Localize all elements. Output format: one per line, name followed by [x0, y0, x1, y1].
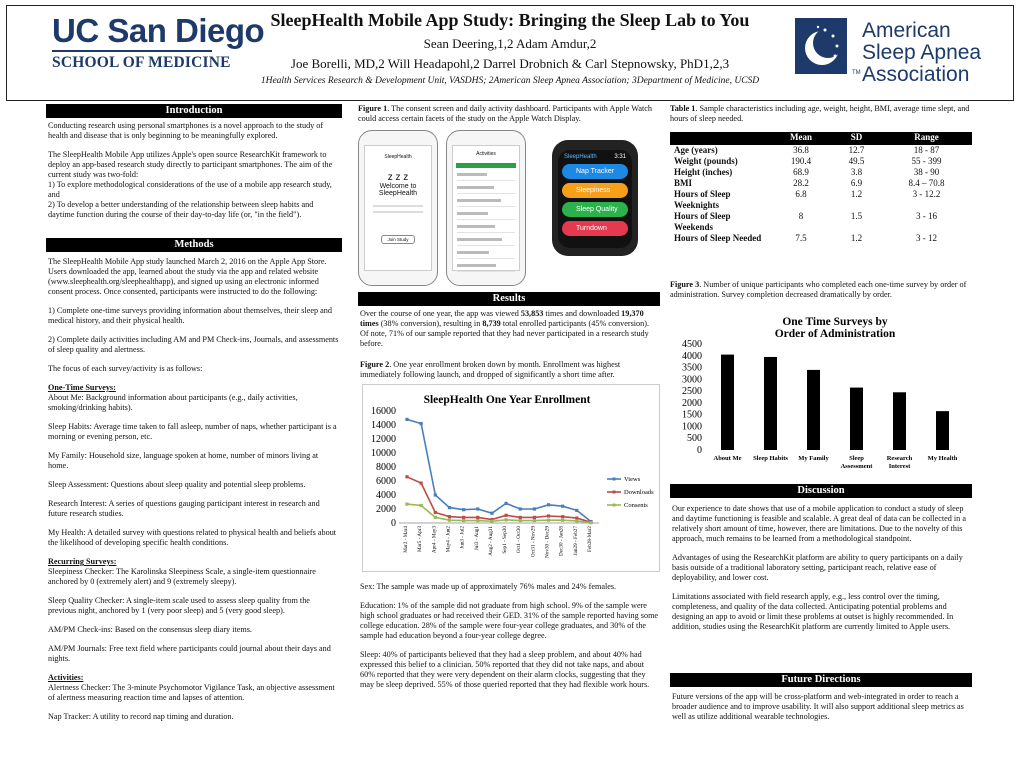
activity-row: [457, 199, 515, 207]
phone2-banner: [456, 163, 516, 168]
x-tick-label: Sep1 - Sep30: [502, 526, 509, 554]
data-point: [504, 502, 507, 505]
table-cell-label: Age (years): [674, 145, 718, 155]
data-point: [519, 516, 522, 519]
x-tick-label: Sleep: [849, 455, 864, 462]
asaa-line3: Association: [862, 63, 970, 86]
y-tick-label: 4000: [682, 350, 702, 362]
figure1-label: Figure 1: [358, 104, 388, 113]
authors-line1: Sean Deering,1,2 Adam Amdur,2: [423, 36, 597, 51]
table-cell-mean: 36.8: [793, 145, 809, 155]
figure2-caption-text: . One year enrollment broken down by month. Enrollment was highest immediately following launch, and dropped of significantly a short time after.: [360, 360, 621, 379]
data-point: [575, 517, 578, 520]
data-point: [490, 520, 493, 523]
table-cell-range: 3 - 12.2: [912, 189, 941, 199]
legend-marker: [613, 504, 616, 507]
x-tick-label: My Health: [927, 455, 958, 462]
chart-title: One Time Surveys by Order of Administration: [774, 316, 896, 340]
poster-title: SleepHealth Mobile App Study: Bringing the Sleep Lab to You: [270, 10, 750, 30]
phone-screen: [452, 145, 520, 271]
table-header-row: [670, 132, 972, 145]
table-cell-label: Hours of Sleep Weekends: [674, 211, 731, 232]
surveys-chart: [672, 310, 972, 476]
survey-item: AM/PM Journals: Free text field where participants could journal about their days and nights.: [48, 644, 331, 663]
bar: [764, 357, 777, 450]
data-point: [448, 506, 451, 509]
table-row: [670, 189, 972, 211]
data-point: [533, 507, 536, 510]
x-tick-label: Nov30 - Dec29: [544, 526, 551, 558]
table-cell-label: Height (inches): [674, 167, 733, 177]
table-cell-mean: 68.9: [793, 167, 809, 177]
sleep-paragraph: Sleep: 40% of participants believed that they had a sleep problem, and about 40% had expressed this belief to a clinician. 50% reported that they did not take naps, and about 60% reported that they were very dependent on their alarm clocks, suggesting that they may be sleep deprived. 55% of those queried reported that they had flexible work hours.: [360, 650, 650, 689]
data-point: [434, 493, 437, 496]
results-text: (38% conversion), resulting in: [378, 319, 483, 328]
y-tick-label: 0: [697, 445, 702, 456]
data-point: [420, 504, 423, 507]
discussion-heading: Discussion: [670, 484, 972, 498]
x-tick-label: May4 - Jun2: [445, 526, 452, 553]
table-cell-range: 55 - 399: [911, 156, 942, 166]
authors-line2: Joe Borelli, MD,2 Will Headapohl,2 Darrel Drobnich & Carl Stepnowsky, PhD1,2,3: [290, 56, 730, 71]
table1: [670, 132, 972, 244]
sample-characteristics-table: [670, 132, 972, 244]
y-tick-label: 1000: [682, 421, 702, 433]
table-row: [670, 156, 972, 167]
y-tick-label: 4500: [682, 339, 702, 350]
enrollment-chart-svg: [363, 385, 659, 571]
phone1-brand: SleepHealth: [384, 154, 412, 160]
future-directions-heading: Future Directions: [670, 673, 972, 687]
data-point: [448, 515, 451, 518]
data-point: [476, 519, 479, 522]
activity-row: [457, 173, 515, 181]
table-row: [670, 233, 972, 244]
data-point: [462, 519, 465, 522]
survey-item: AM/PM Check-ins: Based on the consensus sleep diary items.: [48, 625, 252, 634]
y-tick-label: 16000: [371, 406, 396, 417]
phone2-activity-list: [453, 173, 519, 272]
x-tick-label: Research: [886, 455, 913, 462]
watch-time: 3:31: [614, 154, 626, 160]
x-tick-label: Apr4 - May3: [431, 526, 438, 554]
y-tick-label: 8000: [376, 462, 396, 473]
table-cell-sd: 3.8: [850, 167, 863, 177]
bar: [721, 355, 734, 450]
table-cell-mean: 28.2: [793, 178, 809, 188]
x-tick-label: Mar5 - Apr3: [417, 526, 424, 552]
future-directions-text: Future versions of the app will be cross-platform and web-integrated in order to reach a broader audience and to improve usability. It will also support additional sleep metrics as well as utilize additional wearable technologies.: [672, 692, 964, 721]
watch-sleep-quality-button[interactable]: Sleep Quality: [562, 202, 628, 217]
introduction-heading: Introduction: [46, 104, 342, 118]
table-header-blank: [670, 132, 770, 145]
data-point: [434, 511, 437, 514]
activity-item: Alertness Checker: The 3-minute Psychomotor Vigilance Task, an objective assessment of alertness measuring reaction time and lapses of attention.: [48, 683, 335, 702]
survey-item: Sleep Habits: Average time taken to fall asleep, number of naps, whether participant is a morning or evening person, etc.: [48, 422, 337, 441]
watch-sleepiness-button[interactable]: Sleepiness: [562, 183, 628, 198]
methods-heading: Methods: [46, 238, 342, 252]
data-point: [519, 507, 522, 510]
enrollment-chart: [362, 384, 660, 572]
x-tick-label: Jan29 - Feb27: [572, 526, 579, 556]
data-point: [405, 475, 408, 478]
table-cell-sd: 1.2: [850, 233, 863, 243]
figure3-label: Figure 3: [670, 280, 700, 289]
phone1-welcome-name: SleepHealth: [378, 190, 418, 197]
methods-paragraph: The focus of each survey/activity is as follows:: [48, 364, 203, 373]
data-point: [420, 482, 423, 485]
table-row: [670, 167, 972, 178]
phone-screen: [364, 145, 432, 271]
education-paragraph: Education: 1% of the sample did not graduate from high school. 9% of the sample were high school graduates or had received their GED. 31% of the sample reported having some college education. 28% of the sample were four-year college graduates, and 30% of the sample had education beyond a four-year college degree.: [360, 601, 659, 640]
y-tick-label: 2500: [682, 386, 702, 398]
surveys-chart-svg: [672, 310, 972, 476]
data-point: [476, 516, 479, 519]
table-cell-label: Weight (pounds): [674, 156, 738, 166]
table-header-cell: Range: [881, 132, 972, 145]
table-cell-sd: 6.9: [850, 178, 863, 188]
x-tick-label: Interest: [888, 463, 911, 470]
x-tick-label: About Me: [713, 455, 742, 462]
table-cell-mean: 190.4: [790, 156, 812, 166]
discussion-paragraph: Our experience to date shows that use of a mobile application to conduct a study of sleep and daytime functioning is feasible and scalable. A great deal of data can be collected in a relatively short amount of time, however, there are limitations. Due to the novelty of this approach, much remains to be learned from a methodological standpoint.: [672, 504, 966, 543]
discussion-text: [672, 504, 970, 641]
data-point: [462, 508, 465, 511]
survey-item: My Health: A detailed survey with questions related to physical health and beliefs about the likelihood of developing specific health conditions.: [48, 528, 337, 547]
phone2-header: Activities: [476, 151, 496, 157]
x-tick-label: Feb28-Mar2: [587, 526, 593, 552]
data-point: [476, 507, 479, 510]
data-point: [547, 519, 550, 522]
results-text: total enrolled participants (45% conversion). Of note, 71% of our sample reported that they had never participated in a research study before.: [360, 319, 650, 348]
survey-item: Sleep Quality Checker: A single-item scale used to assess sleep quality from the previous night, anchored by 1 (very poor sleep) and 5 (very good sleep).: [48, 596, 310, 615]
asaa-line1: American: [862, 19, 951, 42]
activity-row: [457, 251, 515, 259]
y-tick-label: 1500: [682, 409, 702, 421]
table-cell-range: 38 - 90: [913, 167, 940, 177]
activity-row: [457, 225, 515, 233]
y-tick-label: 0: [391, 518, 396, 529]
y-tick-label: 12000: [371, 434, 396, 445]
watch-turndown-button[interactable]: Turndown: [562, 221, 628, 236]
data-point: [462, 516, 465, 519]
results-text: Over the course of one year, the app was viewed: [360, 309, 521, 318]
ucsd-logo-rule: [52, 50, 212, 52]
table-cell-sd: 49.5: [848, 156, 865, 166]
table-cell-range: 18 - 87: [913, 145, 940, 155]
table-cell-mean: 8: [798, 211, 804, 221]
enrolled-count: 8,739: [482, 319, 501, 328]
intro-aim: 1) To explore methodological considerations of the use of a mobile app research study, and: [48, 180, 332, 199]
y-tick-label: 500: [687, 433, 702, 445]
table-header-cell: SD: [832, 132, 881, 145]
watch-app-name: SleepHealth: [564, 154, 597, 160]
data-point: [405, 503, 408, 506]
survey-item: Sleepiness Checker: The Karolinska Sleepiness Scale, a single-item questionnaire anchored by 0 (extremely alert) and 9 (extremely sleepy).: [48, 567, 316, 586]
y-tick-label: 2000: [682, 397, 702, 409]
x-tick-label: Assessment: [840, 463, 873, 470]
table-cell-range: 8.4 – 70.8: [908, 178, 945, 188]
methods-item: 1) Complete one-time surveys providing information about themselves, their sleep and medical history, and their physical health.: [48, 306, 332, 325]
chart-title: SleepHealth One Year Enrollment: [423, 394, 591, 406]
data-point: [561, 505, 564, 508]
data-point: [547, 514, 550, 517]
activity-row: [457, 212, 515, 220]
table-cell-range: 3 - 12: [916, 233, 938, 243]
legend-marker: [613, 491, 616, 494]
figure3-caption: [670, 280, 972, 300]
results-paragraph: [360, 309, 658, 349]
survey-item: My Family: Household size, language spoken at home, number of minors living at home.: [48, 451, 319, 470]
recurring-surveys-heading: Recurring Surveys:: [48, 557, 117, 566]
data-point: [519, 519, 522, 522]
data-point: [533, 519, 536, 522]
data-point: [504, 518, 507, 521]
intro-paragraph: The SleepHealth Mobile App utilizes Apple's open source ResearchKit framework to deploy an app-based research study directly to participant smartphones. The aim of the current study was two-fold:: [48, 150, 333, 179]
one-time-surveys-heading: One-Time Surveys:: [48, 383, 116, 392]
legend-label: Downloads: [624, 489, 654, 496]
data-point: [575, 509, 578, 512]
data-point: [589, 521, 592, 524]
table-cell-sd: 12.7: [848, 145, 865, 155]
y-tick-label: 4000: [376, 490, 396, 501]
figure1-caption-text: . The consent screen and daily activity dashboard. Participants with Apple Watch could access certain facets of the study on the Apple Watch Display.: [358, 104, 653, 123]
x-tick-label: Oct31 - Nov29: [530, 526, 537, 558]
survey-item: About Me: Background information about participants (e.g., daily activities, smoking/drinking habits).: [48, 393, 298, 412]
x-tick-label: Jul3 - Aug1: [473, 526, 480, 551]
x-tick-label: My Family: [798, 455, 829, 462]
x-tick-label: Mar2 - Mar4: [403, 526, 409, 553]
moon-stars-icon: [795, 18, 847, 74]
legend-marker: [613, 478, 616, 481]
table1-label: Table 1: [670, 104, 696, 113]
ucsd-logo: [52, 12, 265, 72]
figure1-caption: [358, 104, 658, 124]
figure2-label: Figure 2: [360, 360, 390, 369]
data-point: [561, 519, 564, 522]
figure2-caption: [360, 360, 658, 380]
table-cell-label: Hours of Sleep Needed: [674, 233, 762, 243]
table-row: [670, 211, 972, 233]
legend-label: Consents: [624, 502, 648, 509]
table-cell-mean: 6.8: [795, 189, 807, 199]
table-cell-mean: 7.5: [795, 233, 807, 243]
discussion-paragraph: Advantages of using the ResearchKit platform are ability to query participants on a daily basis outside of a traditional laboratory setting, participant reach, relative ease of deployability, and lower cost.: [672, 553, 963, 582]
activity-row: [457, 186, 515, 194]
data-point: [448, 519, 451, 522]
y-tick-label: 3500: [682, 362, 702, 374]
data-point: [420, 422, 423, 425]
table-cell-sd: 1.2: [850, 189, 863, 199]
table-cell-label: Hours of Sleep Weeknights: [674, 189, 731, 210]
results-heading: Results: [358, 292, 660, 306]
data-point: [434, 516, 437, 519]
table1-caption-text: . Sample characteristics including age, weight, height, BMI, average time slept, and hours of sleep needed.: [670, 104, 970, 123]
results-text: times and downloaded: [543, 309, 622, 318]
ucsd-logo-sub: SCHOOL OF MEDICINE: [52, 54, 231, 71]
data-point: [561, 515, 564, 518]
x-tick-label: Aug2 - Aug31: [487, 526, 494, 556]
y-tick-label: 3000: [682, 374, 702, 386]
table-row: [670, 178, 972, 189]
survey-item: Research Interest: A series of questions gauging participant interest in research and future research studies.: [48, 499, 320, 518]
bar: [807, 370, 820, 450]
activity-row: [457, 238, 515, 246]
activity-item: Nap Tracker: A utility to record nap timing and duration.: [48, 712, 234, 721]
asaa-logo-text: [862, 20, 981, 86]
phone-dashboard-screen: [446, 130, 526, 286]
survey-item: Sleep Assessment: Questions about sleep quality and potential sleep problems.: [48, 480, 306, 489]
data-point: [533, 516, 536, 519]
phone1-zzz: z z z: [387, 172, 409, 183]
sex-paragraph: Sex: The sample was made up of approximately 76% males and 24% females.: [360, 582, 617, 591]
phone-consent-screen: [358, 130, 438, 286]
intro-paragraph: Conducting research using personal smartphones is a novel approach to the study of health and disease that is only beginning to be meaningfully explored.: [48, 121, 324, 140]
data-point: [405, 418, 408, 421]
x-tick-label: Dec30 - Jan28: [558, 526, 565, 556]
downloads-count: 19,370 times: [360, 309, 644, 328]
methods-paragraph: The SleepHealth Mobile App study launched March 2, 2016 on the Apple App Store. Users downloaded the app, learned about the study via the app and related website (www.sleephealth.org/sleephealthapp), and signed up using an electronic informed consent process. Once consented, participants were instructed to do the following:: [48, 257, 327, 296]
ucsd-logo-main: UC San Diego: [52, 12, 265, 49]
table-cell-label: BMI: [674, 178, 692, 188]
table-cell-range: 3 - 16: [916, 211, 938, 221]
introduction-text: [48, 121, 340, 220]
methods-text: [48, 257, 340, 731]
watch-screen: [558, 150, 632, 248]
table-row: [670, 145, 972, 156]
asaa-trademark: TM: [852, 70, 861, 76]
data-point: [490, 512, 493, 515]
x-tick-label: Oct1 - Oct30: [516, 526, 523, 554]
watch-nap-tracker-button[interactable]: Nap Tracker: [562, 164, 628, 179]
activities-heading: Activities:: [48, 673, 84, 682]
y-tick-label: 6000: [376, 476, 396, 487]
legend-label: Views: [624, 476, 641, 483]
bar: [893, 392, 906, 450]
phone1-join-button[interactable]: Join Study: [381, 235, 415, 244]
bar: [936, 411, 949, 450]
y-tick-label: 2000: [376, 504, 396, 515]
figure3-caption-text: . Number of unique participants who completed each one-time survey by order of administration. Survey completion decreased dramatically by order.: [670, 280, 967, 299]
bar: [850, 388, 863, 450]
data-point: [504, 514, 507, 517]
data-point: [575, 519, 578, 522]
methods-item: 2) Complete daily activities including AM and PM Check-ins, Journals, and assessments of sleep quality and alertness.: [48, 335, 339, 354]
affiliations: 1Health Services Research & Development Unit, VASDHS; 2American Sleep Apnea Association; 3Department of Medicine, UCSD: [260, 76, 760, 86]
y-tick-label: 14000: [371, 420, 396, 431]
intro-aim: 2) To develop a better understanding of the relationship between sleep habits and daytime function during the course of their day-to-day life (or, "in the field").: [48, 200, 314, 219]
table-cell-sd: 1.5: [850, 211, 863, 221]
discussion-paragraph: Limitations associated with field research apply, e.g., less control over the timing, completeness, and quality of the data collected. Anticipating potential problems and designing an app to avoid or limit these problems at outset is highly recommended. In addition, studies using the ResearchKit platform are currently limited to Apple users.: [672, 592, 954, 631]
asaa-line2: Sleep Apnea: [862, 41, 982, 64]
activity-row: [457, 264, 515, 272]
data-point: [547, 503, 550, 506]
table1-caption: [670, 104, 970, 124]
apple-watch: [552, 140, 638, 256]
asaa-moon-logo: [795, 18, 847, 74]
y-tick-label: 10000: [371, 448, 396, 459]
x-tick-label: Jun3 - Jul2: [459, 526, 466, 549]
views-count: 53,853: [520, 309, 544, 318]
x-tick-label: Sleep Habits: [753, 455, 788, 462]
table-header-cell: Mean: [770, 132, 832, 145]
phone1-welcome: Welcome to: [379, 183, 417, 190]
results-demographics: [360, 582, 660, 699]
